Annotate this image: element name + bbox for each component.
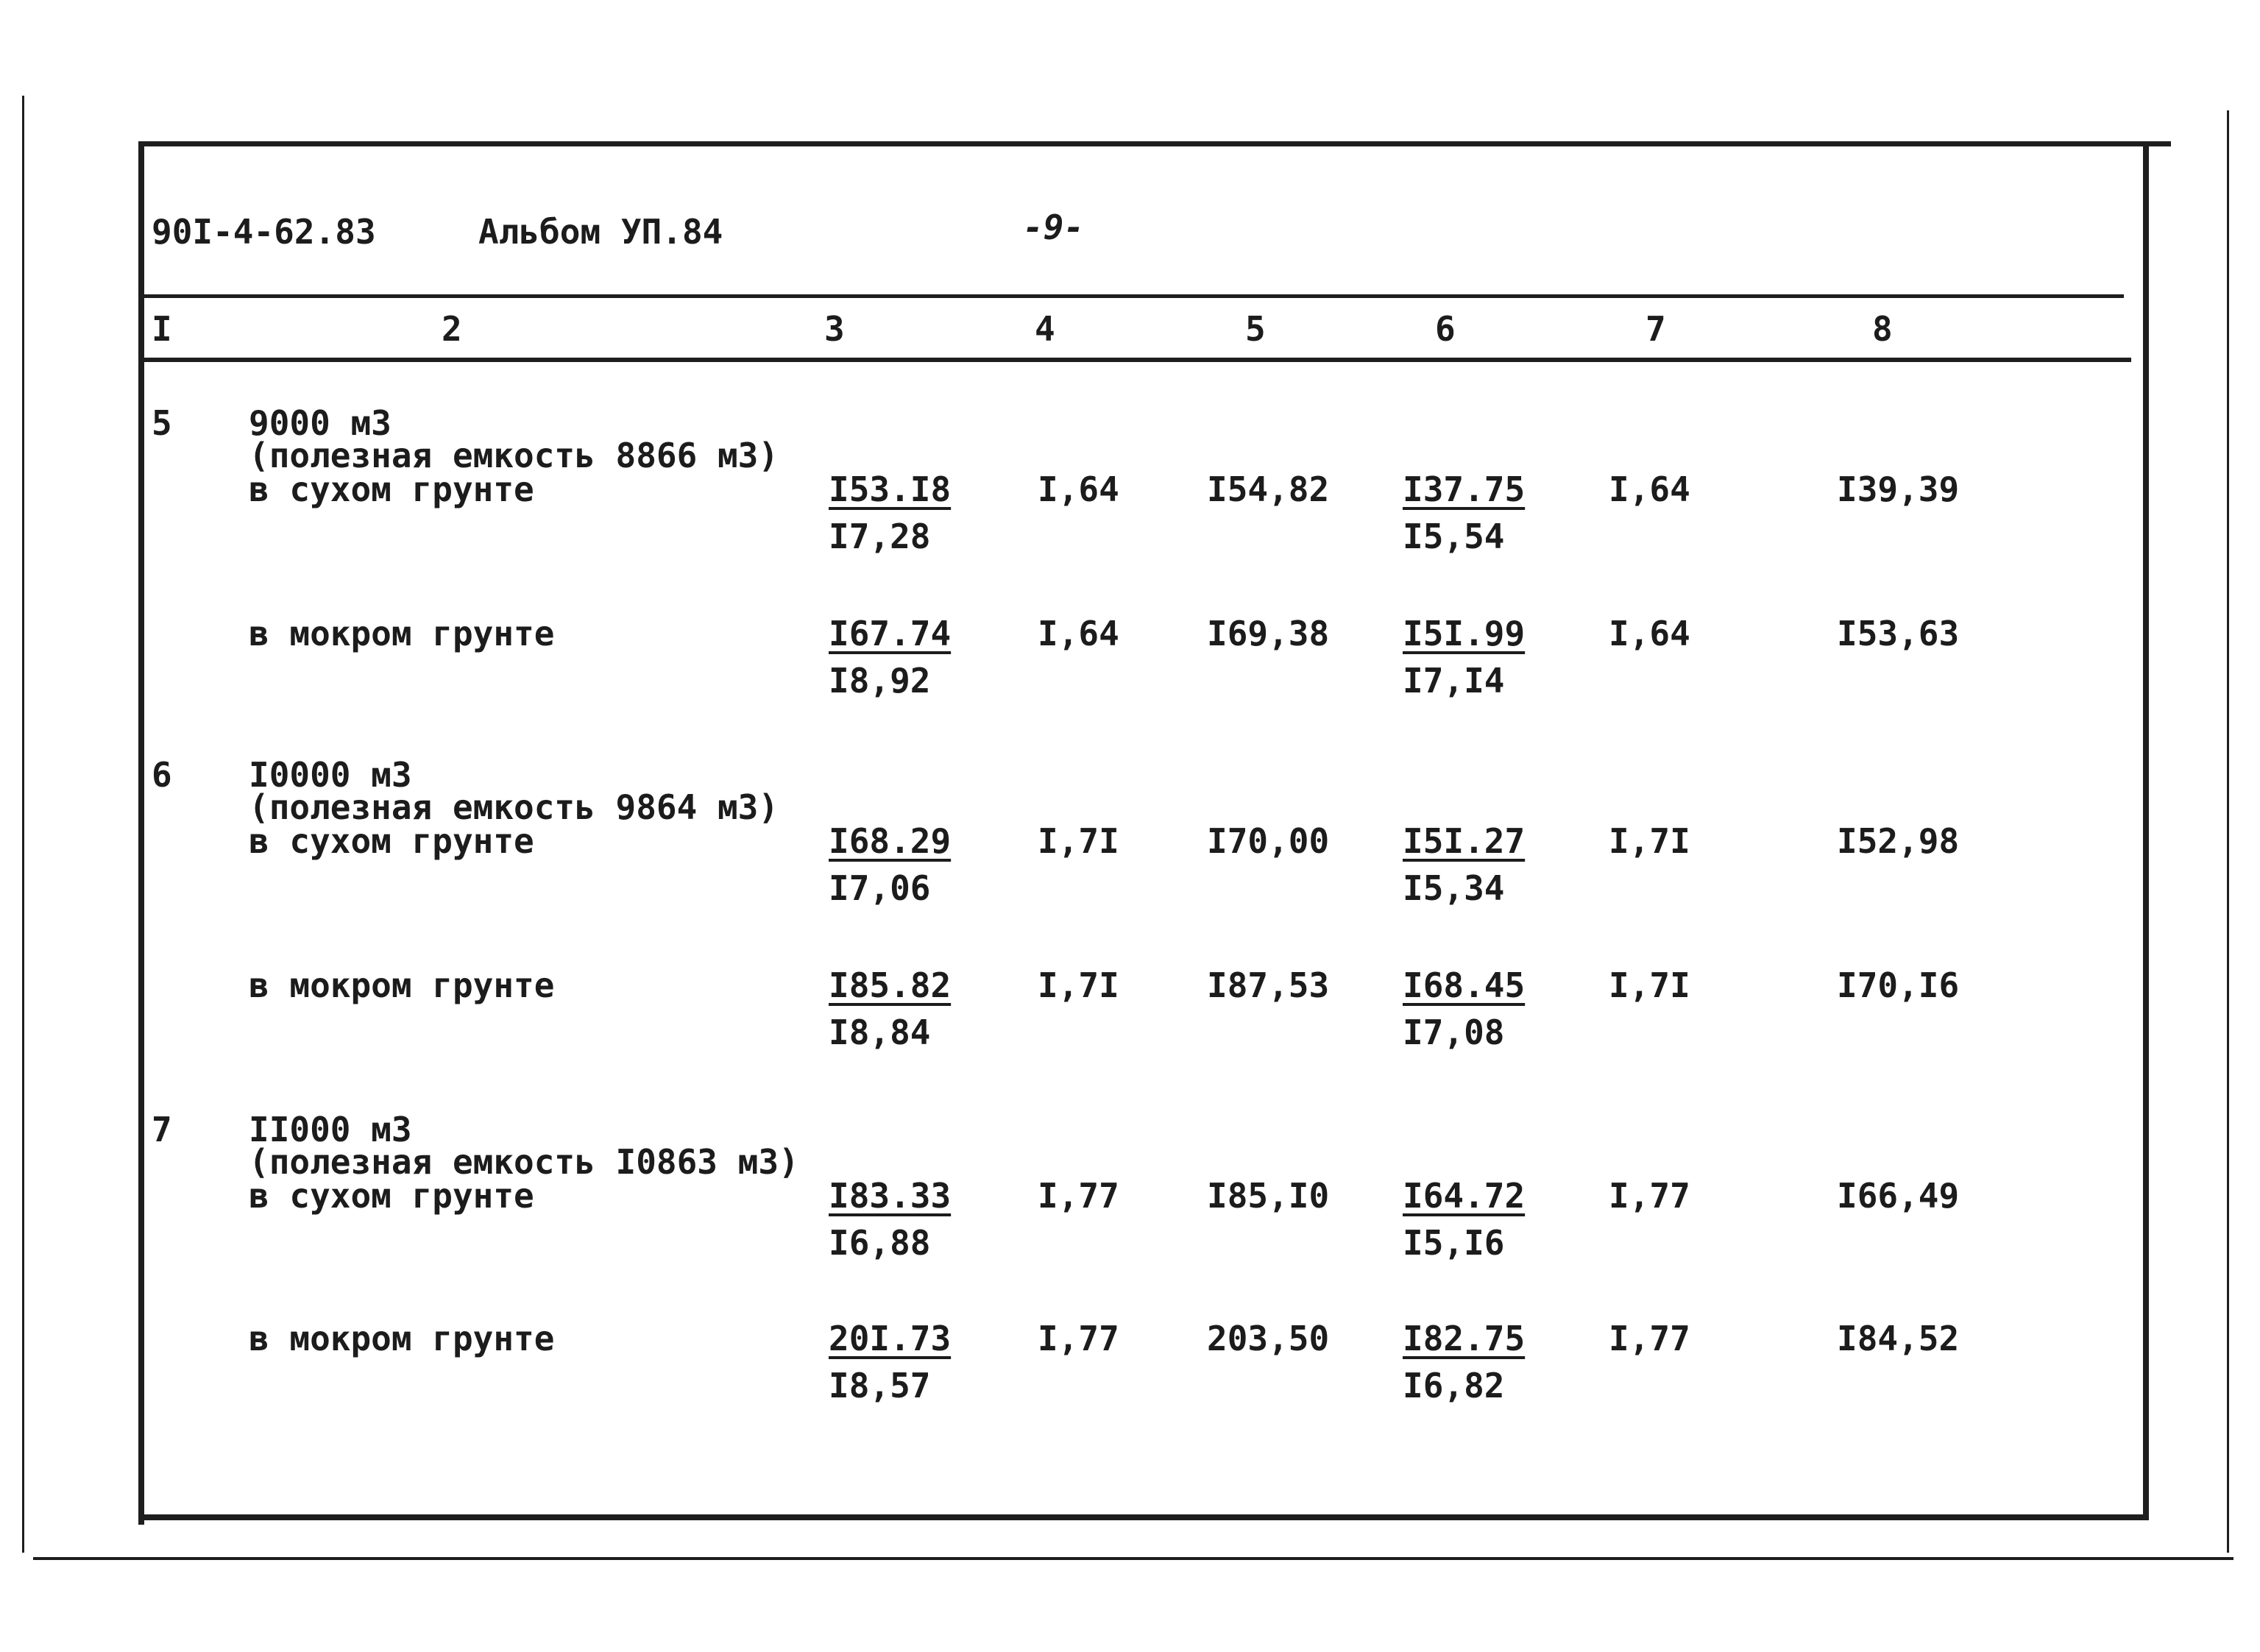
col-header-5: 5 [1245, 309, 1266, 349]
cell-col7: I,77 [1609, 1319, 1690, 1358]
cell-col3-numerator: I53.I8 [829, 469, 952, 509]
cell-col6-denominator: I7,I4 [1403, 661, 1505, 701]
cell-col5: I70,00 [1207, 821, 1330, 861]
group-volume: II000 м3 [249, 1110, 412, 1149]
scan-edge-right [2227, 110, 2229, 1553]
cell-col4: I,64 [1038, 469, 1119, 509]
group-capacity: (полезная емкость I0863 м3) [249, 1142, 799, 1182]
col-header-6: 6 [1435, 309, 1456, 349]
cell-col5: I69,38 [1207, 614, 1330, 653]
group-number: 6 [152, 755, 172, 795]
cell-col3-denominator: I7,06 [829, 868, 931, 908]
cell-col3-denominator: I8,92 [829, 661, 931, 701]
header-rule-top [144, 294, 2124, 298]
frame-right [2143, 141, 2149, 1520]
cell-col4: I,77 [1038, 1176, 1119, 1216]
header-rule-bottom [144, 358, 2131, 362]
col-header-4: 4 [1035, 309, 1055, 349]
cell-col3-numerator: I67.74 [829, 614, 952, 653]
cell-col7: I,7I [1609, 965, 1690, 1005]
frame-left [138, 141, 144, 1525]
page-number: -9- [1023, 208, 1085, 247]
col-header-8: 8 [1872, 309, 1893, 349]
group-number: 5 [152, 403, 172, 443]
cell-col8: I70,I6 [1837, 965, 1960, 1005]
cell-col6-numerator: I37.75 [1403, 469, 1526, 509]
row-label: в мокром грунте [249, 614, 555, 653]
group-capacity: (полезная емкость 9864 м3) [249, 787, 779, 827]
row-label: в сухом грунте [249, 1176, 534, 1216]
frame-bottom [144, 1514, 2149, 1520]
cell-col5: I85,I0 [1207, 1176, 1330, 1216]
group-volume: I0000 м3 [249, 755, 412, 795]
cell-col5: I54,82 [1207, 469, 1330, 509]
cell-col3-denominator: I7,28 [829, 517, 931, 556]
cell-col7: I,64 [1609, 469, 1690, 509]
cell-col5: I87,53 [1207, 965, 1330, 1005]
doc-code: 90I-4-62.83 [152, 212, 376, 252]
cell-col6-denominator: I7,08 [1403, 1013, 1505, 1052]
cell-col6-numerator: I82.75 [1403, 1319, 1526, 1358]
col-header-1: I [152, 309, 172, 349]
cell-col3-numerator: I83.33 [829, 1176, 952, 1216]
cell-col3-numerator: 20I.73 [829, 1319, 952, 1358]
col-header-7: 7 [1646, 309, 1666, 349]
cell-col7: I,7I [1609, 821, 1690, 861]
cell-col7: I,77 [1609, 1176, 1690, 1216]
cell-col4: I,7I [1038, 965, 1119, 1005]
cell-col3-denominator: I8,84 [829, 1013, 931, 1052]
cell-col6-denominator: I5,34 [1403, 868, 1505, 908]
scan-edge-left [22, 96, 24, 1553]
scan-edge-bottom [33, 1557, 2234, 1560]
cell-col3-numerator: I68.29 [829, 821, 952, 861]
cell-col6-denominator: I5,I6 [1403, 1223, 1505, 1263]
album-label: Альбом УП.84 [478, 212, 723, 252]
cell-col6-denominator: I6,82 [1403, 1366, 1505, 1405]
col-header-2: 2 [442, 309, 462, 349]
cell-col5: 203,50 [1207, 1319, 1330, 1358]
row-label: в мокром грунте [249, 965, 555, 1005]
row-label: в сухом грунте [249, 469, 534, 509]
row-label: в сухом грунте [249, 821, 534, 861]
cell-col8: I39,39 [1837, 469, 1960, 509]
cell-col3-denominator: I8,57 [829, 1366, 931, 1405]
cell-col8: I52,98 [1837, 821, 1960, 861]
cell-col6-numerator: I64.72 [1403, 1176, 1526, 1216]
cell-col6-denominator: I5,54 [1403, 517, 1505, 556]
cell-col8: I53,63 [1837, 614, 1960, 653]
cell-col4: I,77 [1038, 1319, 1119, 1358]
cell-col4: I,64 [1038, 614, 1119, 653]
cell-col7: I,64 [1609, 614, 1690, 653]
group-number: 7 [152, 1110, 172, 1149]
cell-col6-numerator: I5I.99 [1403, 614, 1526, 653]
col-header-3: 3 [824, 309, 845, 349]
cell-col6-numerator: I5I.27 [1403, 821, 1526, 861]
cell-col8: I84,52 [1837, 1319, 1960, 1358]
cell-col3-numerator: I85.82 [829, 965, 952, 1005]
frame-top [138, 141, 2171, 146]
cell-col8: I66,49 [1837, 1176, 1960, 1216]
row-label: в мокром грунте [249, 1319, 555, 1358]
cell-col4: I,7I [1038, 821, 1119, 861]
group-volume: 9000 м3 [249, 403, 392, 443]
cell-col3-denominator: I6,88 [829, 1223, 931, 1263]
cell-col6-numerator: I68.45 [1403, 965, 1526, 1005]
group-capacity: (полезная емкость 8866 м3) [249, 436, 779, 475]
